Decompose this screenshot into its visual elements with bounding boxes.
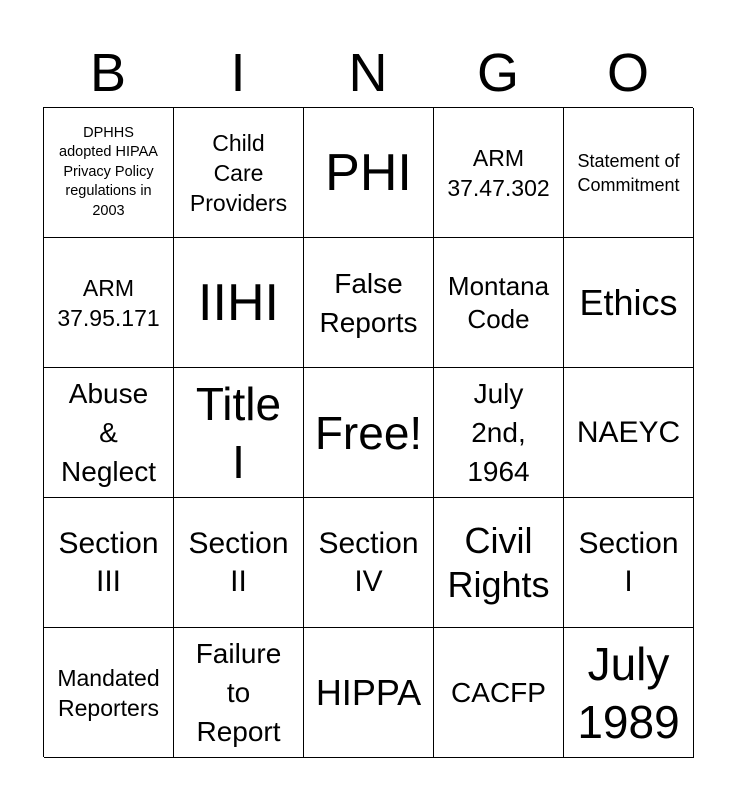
cell-text: NAEYC [576,415,681,449]
bingo-cell-r5-c5[interactable] [564,628,694,758]
cell-text: HIPPA [315,671,422,713]
bingo-cell-r4-c2[interactable] [174,498,304,628]
header-letter-b: B [89,43,127,103]
bingo-cell-r3-c3[interactable] [304,368,434,498]
cell-text: DPHHS adopted HIPAA Privacy Policy regulations in 2003 [59,124,158,219]
cell-text: CACFP [451,677,546,708]
bingo-cell-r2-c4[interactable] [434,238,564,368]
header-letter-o: O [606,43,649,103]
header-letter-i: I [230,43,246,103]
cell-text: ARM 37.47.302 [447,144,550,201]
cell-text: Mandated Reporters [57,664,160,721]
bingo-cell-r5-c3[interactable] [304,628,434,758]
header-letter-g: G [476,43,519,103]
bingo-cell-r5-c2[interactable] [174,628,304,758]
bingo-cell-r4-c5[interactable] [564,498,694,628]
cell-text: IIHI [198,273,279,332]
bingo-cell-r1-c1[interactable] [44,108,174,238]
cell-text: Section IV [318,526,419,598]
bingo-cell-r2-c2[interactable] [174,238,304,368]
cell-text: Abuse & Neglect [61,378,156,487]
bingo-cell-r1-c4[interactable] [434,108,564,238]
bingo-cell-r5-c4[interactable] [434,628,564,758]
header-letter-n: N [348,43,388,103]
free-space-text: Free! [314,406,423,459]
cell-text: Statement of Commitment [577,150,680,195]
bingo-cell-r3-c5[interactable] [564,368,694,498]
bingo-cell-r4-c3[interactable] [304,498,434,628]
bingo-cell-r2-c5[interactable] [564,238,694,368]
bingo-cell-r4-c4[interactable] [434,498,564,628]
bingo-board [43,107,693,757]
cell-text: Section II [188,526,289,598]
cell-text: Title I [195,377,282,488]
bingo-cell-r1-c2[interactable] [174,108,304,238]
cell-text: Section III [58,526,159,598]
bingo-cell-r4-c1[interactable] [44,498,174,628]
bingo-cell-r2-c3[interactable] [304,238,434,368]
cell-text: False Reports [319,267,418,338]
cell-text: Civil Rights [447,519,550,605]
cell-text: Ethics [579,281,678,323]
bingo-cell-r3-c4[interactable] [434,368,564,498]
cell-text: July 1989 [577,637,680,748]
cell-text: Failure to Report [195,638,282,747]
cell-text: PHI [325,143,412,202]
bingo-cell-r5-c1[interactable] [44,628,174,758]
cell-text: July 2nd, 1964 [467,378,530,487]
cell-text: Child Care Providers [189,129,288,216]
cell-text: Montana Code [447,270,550,334]
bingo-cell-r2-c1[interactable] [44,238,174,368]
bingo-cell-r1-c3[interactable] [304,108,434,238]
bingo-cell-r3-c1[interactable] [44,368,174,498]
cell-text: ARM 37.95.171 [57,274,160,331]
bingo-cell-r3-c2[interactable] [174,368,304,498]
cell-text: Section I [578,526,679,598]
bingo-cell-r1-c5[interactable] [564,108,694,238]
bingo-header [43,40,693,106]
